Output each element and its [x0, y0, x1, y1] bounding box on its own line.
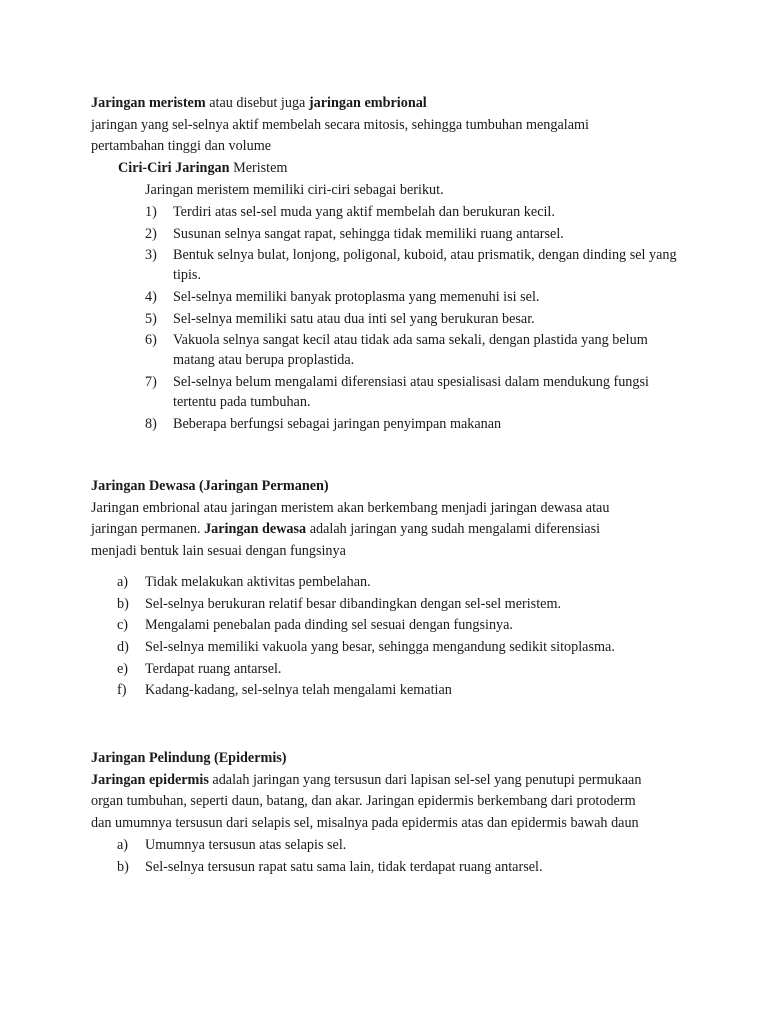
- list-item-text: Terdapat ruang antarsel.: [145, 660, 282, 677]
- epidermis-desc-line: [91, 770, 691, 792]
- list-item: [117, 857, 677, 877]
- dewasa-desc-line: Jaringan embrional atau jaringan meristem akan berkembang menjadi jaringan dewasa atau: [91, 499, 610, 516]
- list-item: [145, 372, 685, 412]
- epidermis-desc-line: dan umumnya tersusun dari selapis sel, misalnya pada epidermis atas dan epidermis bawah daun: [91, 814, 639, 831]
- meristem-desc-line: pertambahan tinggi dan volume: [91, 138, 272, 155]
- list-item-text: Sel-selnya memiliki banyak protoplasma yang memenuhi isi sel.: [173, 289, 540, 306]
- subheading-plain: Meristem: [233, 160, 288, 176]
- list-marker: 8): [145, 415, 157, 432]
- embrional-title: jaringan embrional: [308, 95, 427, 111]
- list-item: [117, 680, 677, 700]
- list-item: [117, 637, 677, 657]
- dewasa-term: Jaringan dewasa: [204, 521, 307, 538]
- meristem-subheading: [118, 158, 718, 180]
- list-item: [145, 287, 685, 307]
- lettered-list: [117, 572, 677, 700]
- list-item-text: Sel-selnya memiliki satu atau dua inti sel yang berukuran besar.: [173, 310, 535, 327]
- meristem-list-intro: Jaringan meristem memiliki ciri-ciri sebagai berikut.: [145, 182, 444, 198]
- epidermis-term: Jaringan epidermis: [91, 771, 209, 788]
- list-item: [117, 615, 677, 635]
- dewasa-desc-line: menjadi bentuk lain sesuai dengan fungsinya: [91, 542, 346, 559]
- list-marker: a): [117, 837, 129, 853]
- list-item-text: Mengalami penebalan pada dinding sel sesuai dengan fungsinya.: [145, 617, 513, 634]
- list-marker: b): [117, 858, 129, 875]
- lettered-list: [117, 835, 677, 877]
- meristem-characteristics-list: [145, 202, 685, 434]
- numbered-list: [145, 202, 685, 434]
- epidermis-title: Jaringan Pelindung (Epidermis): [91, 750, 287, 766]
- list-item-text: Susunan selnya sangat rapat, sehingga tidak memiliki ruang antarsel.: [173, 225, 564, 242]
- dewasa-characteristics-list: [117, 572, 677, 700]
- list-marker: 1): [145, 204, 157, 220]
- dewasa-desc-post: adalah jaringan yang sudah mengalami diferensiasi: [306, 521, 601, 538]
- list-marker: 7): [145, 374, 157, 391]
- list-marker: e): [117, 660, 129, 677]
- list-marker: a): [117, 574, 129, 590]
- list-marker: d): [117, 639, 129, 656]
- epidermis-desc-post: adalah jaringan yang tersusun dari lapisan sel-sel yang penutupi permukaan: [208, 771, 642, 788]
- meristem-title-connector: atau disebut juga: [205, 95, 309, 111]
- list-item: [145, 309, 685, 329]
- list-marker: b): [117, 595, 129, 612]
- list-item: [117, 835, 677, 855]
- meristem-title: Jaringan meristem: [91, 95, 206, 111]
- list-marker: c): [117, 617, 129, 634]
- list-marker: 3): [145, 247, 157, 264]
- list-item-text: Kadang-kadang, sel-selnya telah mengalami kematian: [145, 682, 452, 699]
- list-item: [117, 594, 677, 614]
- list-item: [145, 414, 685, 434]
- list-item: [117, 659, 677, 679]
- dewasa-desc-pre: jaringan permanen.: [91, 521, 205, 538]
- list-marker: 6): [145, 332, 157, 349]
- subheading-bold: Ciri-Ciri Jaringan: [118, 160, 234, 176]
- meristem-intro: [91, 93, 691, 158]
- list-item-text: Terdiri atas sel-sel muda yang aktif membelah dan berukuran kecil.: [173, 204, 555, 220]
- list-item-text: Umumnya tersusun atas selapis sel.: [145, 837, 347, 853]
- list-marker: 4): [145, 289, 157, 306]
- list-marker: 5): [145, 310, 157, 327]
- list-item: [145, 224, 685, 244]
- list-item: [145, 202, 685, 222]
- epidermis-section: [91, 748, 691, 834]
- dewasa-desc-line: [91, 519, 691, 541]
- meristem-title-line: [91, 93, 691, 115]
- epidermis-characteristics-list: [117, 835, 677, 877]
- list-item-text: Beberapa berfungsi sebagai jaringan penyimpan makanan: [173, 415, 502, 432]
- dewasa-title: Jaringan Dewasa (Jaringan Permanen): [91, 478, 329, 494]
- list-item-text: Vakuola selnya sangat kecil atau tidak ada sama sekali, dengan plastida yang belum matang atau berupa proplastida.: [173, 332, 648, 369]
- list-item-text: Bentuk selnya bulat, lonjong, poligonal, kuboid, atau prismatik, dengan dinding sel yang tipis.: [173, 247, 677, 284]
- list-marker: f): [117, 682, 127, 699]
- epidermis-desc-line: organ tumbuhan, seperti daun, batang, dan akar. Jaringan epidermis berkembang dari protoderm: [91, 793, 636, 810]
- list-item: [117, 572, 677, 592]
- list-item-text: Sel-selnya tersusun rapat satu sama lain, tidak terdapat ruang antarsel.: [145, 858, 543, 875]
- dewasa-section: [91, 476, 691, 562]
- list-item: [145, 245, 685, 285]
- list-item-text: Tidak melakukan aktivitas pembelahan.: [145, 574, 371, 590]
- list-item-text: Sel-selnya berukuran relatif besar dibandingkan dengan sel-sel meristem.: [145, 595, 562, 612]
- meristem-desc-line: jaringan yang sel-selnya aktif membelah secara mitosis, sehingga tumbuhan mengalami: [91, 116, 589, 133]
- list-item: [145, 330, 685, 370]
- list-marker: 2): [145, 225, 157, 242]
- list-item-text: Sel-selnya memiliki vakuola yang besar, sehingga mengandung sedikit sitoplasma.: [145, 639, 615, 656]
- list-item-text: Sel-selnya belum mengalami diferensiasi atau spesialisasi dalam mendukung fungsi tertentu pada tumbuhan.: [173, 374, 649, 411]
